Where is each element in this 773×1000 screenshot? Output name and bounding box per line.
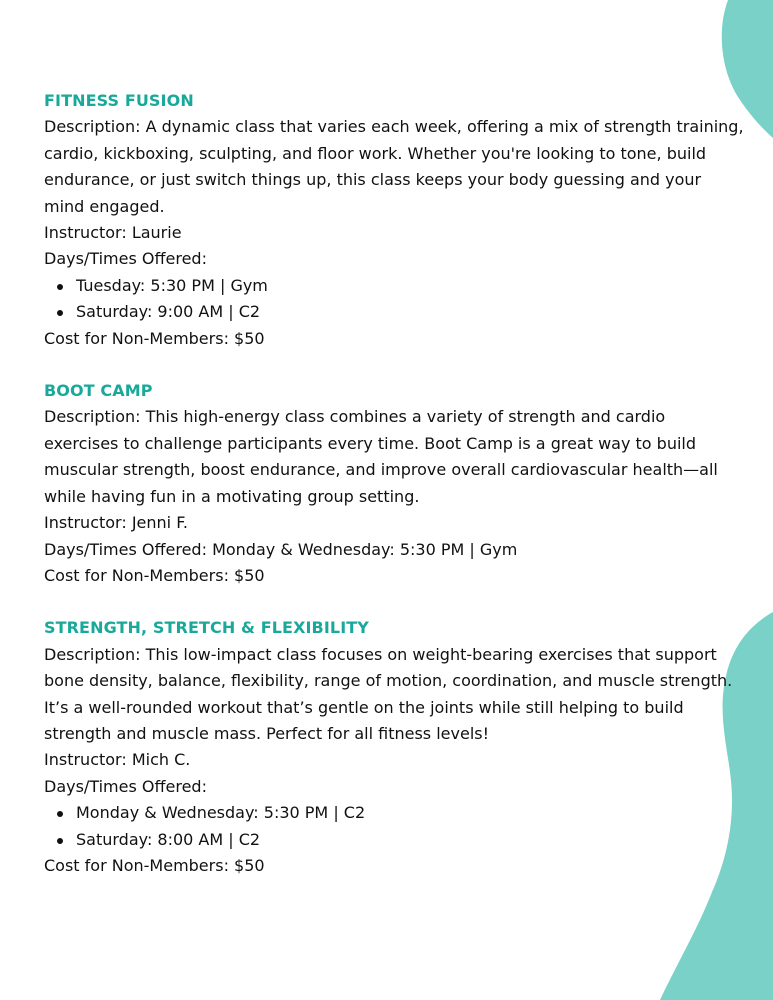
description-line: Description: This high-energy class combines a variety of strength and cardio (44, 407, 666, 427)
description-line: endurance, or just switch things up, this class keeps your body guessing and your (44, 170, 702, 190)
schedule-item: Saturday: 9:00 AM | C2 (76, 299, 744, 325)
schedule-item: Monday & Wednesday: 5:30 PM | C2 (76, 800, 744, 826)
instructor-line: Instructor: Laurie (44, 223, 182, 243)
cost-line: Cost for Non-Members: $50 (44, 855, 265, 875)
schedule-list (44, 800, 744, 853)
description-line: bone density, balance, flexibility, range of motion, coordination, and muscle strength. (44, 671, 733, 691)
class-section-fitness-fusion (44, 88, 744, 352)
description-line: exercises to challenge participants every time. Boot Camp is a great way to build (44, 433, 697, 453)
description-line: mind engaged. (44, 196, 165, 216)
schedule-item: Tuesday: 5:30 PM | Gym (76, 273, 744, 299)
description-line: cardio, kickboxing, sculpting, and floor work. Whether you're looking to tone, build (44, 143, 707, 163)
class-title: STRENGTH, STRETCH & FLEXIBILITY (44, 618, 369, 638)
class-list (44, 88, 744, 905)
days-times-line: Days/Times Offered: Monday & Wednesday: 5:30 PM | Gym (44, 539, 518, 559)
description-line: Description: A dynamic class that varies each week, offering a mix of strength training, (44, 117, 744, 137)
days-times-label: Days/Times Offered: (44, 776, 207, 796)
description-line: Description: This low-impact class focuses on weight-bearing exercises that support (44, 644, 717, 664)
instructor-line: Instructor: Jenni F. (44, 513, 188, 533)
class-section-strength-stretch-flexibility (44, 615, 744, 879)
instructor-line: Instructor: Mich C. (44, 750, 191, 770)
schedule-list (44, 273, 744, 326)
class-title: FITNESS FUSION (44, 91, 194, 110)
class-title: BOOT CAMP (44, 381, 153, 401)
cost-line: Cost for Non-Members: $50 (44, 328, 265, 348)
days-times-label: Days/Times Offered: (44, 249, 207, 269)
cost-line: Cost for Non-Members: $50 (44, 565, 265, 585)
description-line: muscular strength, boost endurance, and improve overall cardiovascular health—all (44, 460, 718, 480)
description-line: while having fun in a motivating group setting. (44, 486, 420, 506)
schedule-item: Saturday: 8:00 AM | C2 (76, 827, 744, 853)
class-section-boot-camp (44, 378, 744, 589)
description-line: It’s a well-rounded workout that’s gentle on the joints while still helping to build (44, 697, 684, 717)
description-line: strength and muscle mass. Perfect for all fitness levels! (44, 723, 490, 743)
